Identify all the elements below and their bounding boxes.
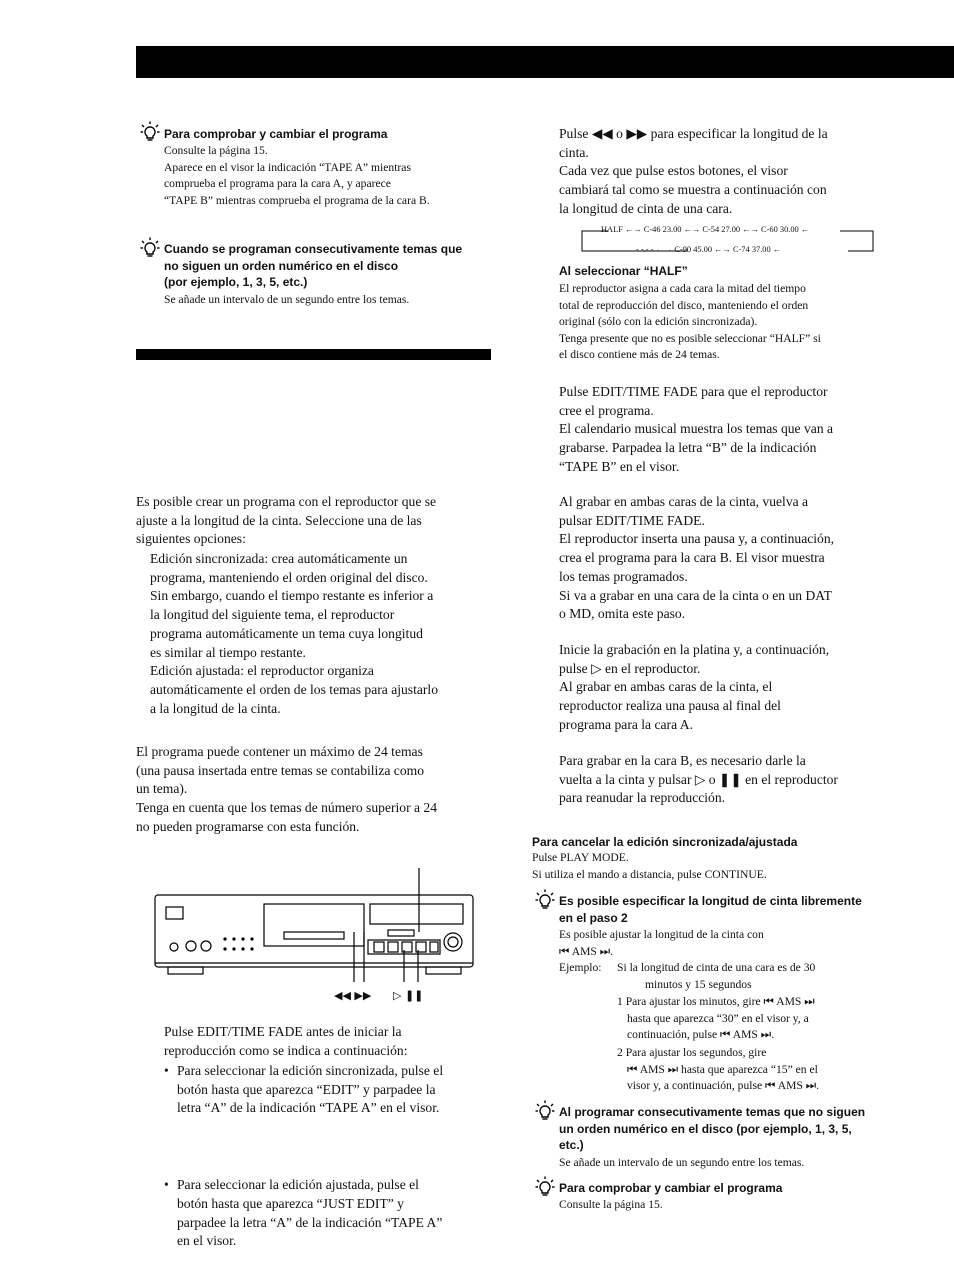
- text-line: original (sólo con la edición sincronizada).: [559, 315, 758, 329]
- text-line: Pulse ◀◀ o ▶▶ para especificar la longitud de la: [559, 126, 828, 141]
- text-line: grabarse. Parpadea la letra “B” de la indicación: [559, 440, 817, 456]
- text-line: automáticamente el orden de los temas para ajustarlo: [150, 681, 438, 697]
- text-line: Para grabar en la cara B, es necesario darle la: [559, 753, 806, 768]
- text-line: (por ejemplo, 1, 3, 5, etc.): [164, 275, 308, 289]
- half-body: [559, 281, 899, 364]
- text-line: comprueba el programa para la cara A, y aparece: [164, 177, 391, 191]
- text-line: un orden numérico en el disco (por ejemplo, 1, 3, 5,: [559, 1121, 852, 1136]
- text-line: • Para seleccionar la edición sincronizada, pulse el: [177, 1063, 444, 1078]
- text-line: cree el programa.: [559, 402, 654, 418]
- tip1-body: [164, 143, 494, 209]
- tip3-body: [559, 927, 899, 960]
- text-line: (una pausa insertada entre temas se contabiliza como: [136, 762, 424, 778]
- rew-ff-label: ◀◀ ▶▶: [334, 989, 372, 1002]
- text-line: 1 Para ajustar los minutos, gire ⏮ AMS ⏭: [617, 995, 815, 1008]
- play-pause-label: ▷ ❚❚: [393, 989, 424, 1002]
- tip3-heading: [559, 893, 904, 926]
- tip4-body: Se añade un intervalo de un segundo entre los temas.: [559, 1156, 805, 1169]
- text-line: botón hasta que aparezca “JUST EDIT” y: [177, 1195, 404, 1211]
- text-line: Es posible ajustar la longitud de la cinta con: [559, 928, 764, 941]
- text-line: Edición sincronizada: crea automáticamente un: [150, 551, 408, 566]
- text-line: “TAPE B” mientras comprueba el programa de la cara B.: [164, 193, 430, 207]
- text-line: ⏮ AMS ⏭ hasta que aparezca “15” en el: [627, 1062, 818, 1076]
- tip3-example-label: Ejemplo:: [559, 961, 602, 974]
- text-line: El calendario musical muestra los temas que van a: [559, 421, 834, 437]
- text-line: no pueden programarse con esta función.: [136, 818, 360, 834]
- text-line: Si utiliza el mando a distancia, pulse CONTINUE.: [532, 867, 767, 881]
- text-line: programa automáticamente un tema cuya longitud: [150, 625, 423, 641]
- text-line: Aparece en el visor la indicación “TAPE A” mientras: [164, 160, 411, 174]
- text-line: Es posible especificar la longitud de cinta libremente: [559, 894, 862, 908]
- tip1-heading: Para comprobar y cambiar el programa: [164, 127, 388, 141]
- text-line: en el visor.: [177, 1233, 237, 1249]
- text-line: etc.): [559, 1138, 584, 1152]
- text-line: Cuando se programan consecutivamente temas que: [164, 242, 463, 256]
- text-line: “TAPE B” en el visor.: [559, 458, 680, 474]
- text-line: 2 Para ajustar los segundos, gire: [617, 1046, 767, 1059]
- step1-bullet: [164, 1176, 507, 1251]
- text-line: El reproductor asigna a cada cara la mitad del tiempo: [559, 282, 806, 295]
- text-line: • Para seleccionar la edición ajustada, pulse el: [177, 1177, 419, 1193]
- section-bar: [136, 349, 491, 360]
- text-line: Si la longitud de cinta de una cara es de 30: [617, 961, 816, 974]
- text-line: ajuste a la longitud de la cinta. Seleccione una de las: [136, 512, 422, 528]
- text-line: El programa puede contener un máximo de 24 temas: [136, 744, 423, 759]
- text-line: crea el programa para la cara B. El visor muestra: [559, 550, 825, 566]
- text-line: los temas programados.: [559, 568, 688, 584]
- text-line: minutos y 15 segundos: [645, 977, 752, 991]
- text-line: vuelta a la cinta y pulsar ▷ o ❚❚ en el reproductor: [559, 771, 838, 787]
- text-line: Tenga en cuenta que los temas de número superior a 24: [136, 800, 438, 816]
- tip3-sub2: [617, 1045, 902, 1095]
- intro-paragraph: [136, 493, 496, 549]
- text-line: el disco contiene más de 24 temas.: [559, 348, 720, 362]
- text-line: parpadee la letra “A” de la indicación “TAPE A”: [177, 1214, 443, 1230]
- step4-text: [559, 493, 899, 624]
- tip4-heading: [559, 1104, 904, 1154]
- step3-text: [559, 383, 899, 477]
- text-line: botón hasta que aparezca “EDIT” y parpadee la: [177, 1081, 436, 1097]
- cancel-body: [532, 850, 892, 883]
- tip-bulb-icon: [140, 237, 160, 259]
- text-line: Sin embargo, cuando el tiempo restante es inferior a: [150, 588, 434, 604]
- text-line: siguientes opciones:: [136, 531, 246, 547]
- text-line: reproducción como se indica a continuación:: [164, 1042, 408, 1058]
- step6-text: [559, 752, 899, 808]
- tip-bulb-icon: [535, 1100, 555, 1122]
- text-line: es similar al tiempo restante.: [150, 644, 306, 660]
- cancel-heading: Para cancelar la edición sincronizada/ajustada: [532, 835, 798, 849]
- text-line: Pulse PLAY MODE.: [532, 851, 629, 864]
- cd-player-illustration: [150, 862, 480, 982]
- text-line: letra “A” de la indicación “TAPE A” en el visor.: [177, 1100, 440, 1116]
- text-line: un tema).: [136, 781, 188, 797]
- tip5-body: Consulte la página 15.: [559, 1198, 663, 1211]
- tape-sequence-row-2: - -.- - ←→ C-90 45.00 ←→ C-74 37.00 ←: [636, 245, 782, 254]
- text-line: Consulte la página 15.: [164, 144, 268, 157]
- text-line: pulse ▷ en el reproductor.: [559, 660, 701, 676]
- tip2-heading: [164, 241, 462, 291]
- text-line: total de reproducción del disco, manteniendo el orden: [559, 298, 809, 312]
- step1-bullet: [164, 1062, 507, 1118]
- tip-bulb-icon: [140, 121, 160, 143]
- text-line: Al grabar en ambas caras de la cinta, el: [559, 679, 773, 695]
- text-line: para reanudar la reproducción.: [559, 790, 726, 806]
- tip2-body: Se añade un intervalo de un segundo entre los temas.: [164, 293, 410, 306]
- text-line: ⏮ AMS ⏭.: [559, 944, 614, 958]
- options-paragraph: [150, 550, 495, 718]
- text-line: en el paso 2: [559, 910, 628, 925]
- half-heading: Al seleccionar “HALF”: [559, 264, 688, 278]
- text-line: Al grabar en ambas caras de la cinta, vuelva a: [559, 494, 809, 509]
- text-line: El reproductor inserta una pausa y, a continuación,: [559, 531, 835, 547]
- text-line: continuación, pulse ⏮ AMS ⏭.: [627, 1028, 775, 1042]
- text-line: programa para la cara A.: [559, 716, 693, 732]
- text-line: Inicie la grabación en la platina y, a continuación,: [559, 642, 830, 657]
- step5-text: [559, 641, 899, 735]
- step1-intro: [164, 1023, 494, 1060]
- text-line: programa, manteniendo el orden original del disco.: [150, 569, 428, 585]
- tip-bulb-icon: [535, 889, 555, 911]
- text-line: Tenga presente que no es posible seleccionar “HALF” si: [559, 331, 821, 345]
- tip5-heading: Para comprobar y cambiar el programa: [559, 1181, 783, 1195]
- text-line: Es posible crear un programa con el reproductor que se: [136, 494, 437, 509]
- text-line: Cada vez que pulse estos botones, el visor: [559, 163, 788, 179]
- text-line: Pulse EDIT/TIME FADE antes de iniciar la: [164, 1024, 402, 1039]
- header-bar: [136, 46, 954, 78]
- text-line: visor y, a continuación, pulse ⏮ AMS ⏭.: [627, 1079, 820, 1093]
- text-line: cinta.: [559, 144, 589, 160]
- step2-text: [559, 125, 899, 219]
- text-line: o MD, omita este paso.: [559, 606, 686, 622]
- text-line: Pulse EDIT/TIME FADE para que el reproductor: [559, 384, 828, 399]
- text-line: la longitud del siguiente tema, el reproductor: [150, 607, 395, 623]
- tape-sequence-row-1: HALF ←→ C-46 23.00 ←→ C-54 27.00 ←→ C-60 30.00 ←: [601, 225, 810, 234]
- tip-bulb-icon: [535, 1176, 555, 1198]
- text-line: Al programar consecutivamente temas que no siguen: [559, 1105, 866, 1119]
- text-line: Si va a grabar en una cara de la cinta o en un DAT: [559, 587, 832, 603]
- text-line: pulsar EDIT/TIME FADE.: [559, 512, 705, 528]
- text-line: la longitud de cinta de una cara.: [559, 200, 733, 216]
- text-line: no siguen un orden numérico en el disco: [164, 258, 399, 273]
- text-line: hasta que aparezca “30” en el visor y, a: [627, 1011, 809, 1025]
- text-line: Edición ajustada: el reproductor organiza: [150, 663, 374, 679]
- limit-paragraph: [136, 743, 496, 837]
- text-line: a la longitud de la cinta.: [150, 700, 281, 716]
- tip3-example-text: [617, 960, 897, 993]
- text-line: cambiará tal como se muestra a continuación con: [559, 182, 827, 198]
- tip3-sub1: [617, 994, 902, 1044]
- text-line: reproductor realiza una pausa al final del: [559, 698, 781, 714]
